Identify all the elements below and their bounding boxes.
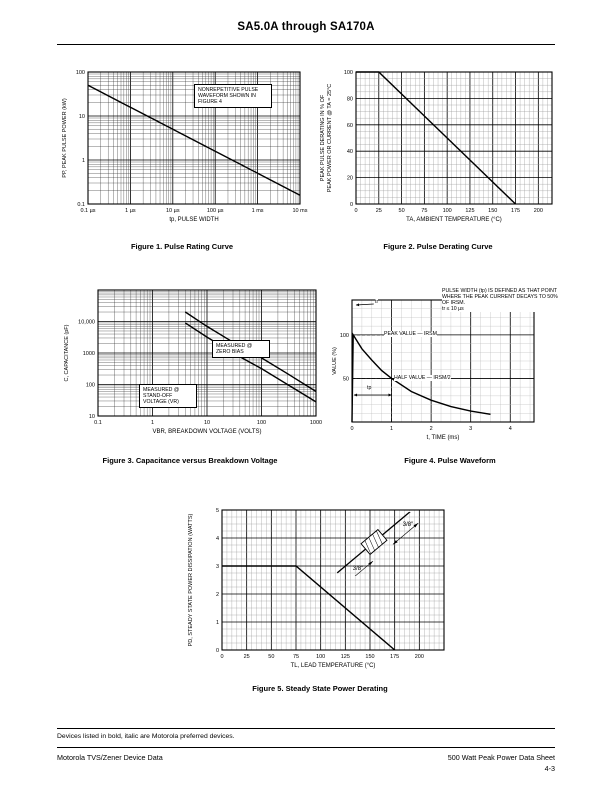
svg-text:50: 50: [398, 208, 405, 214]
svg-text:80: 80: [346, 96, 353, 103]
figure-4-note: [442, 288, 564, 312]
page-number: 4-3: [544, 764, 555, 773]
figure-4-tr-note: tr ≤ 10 µs: [442, 306, 464, 312]
svg-text:10: 10: [203, 420, 211, 426]
figure-1: [56, 64, 308, 260]
svg-text:200: 200: [414, 654, 424, 660]
svg-text:0.1: 0.1: [77, 202, 85, 208]
svg-text:10 µs: 10 µs: [166, 208, 180, 214]
svg-text:40: 40: [346, 149, 353, 156]
svg-text:1 µs: 1 µs: [125, 208, 136, 214]
svg-text:1: 1: [390, 426, 394, 432]
lead-length-label-2: 3/8″: [352, 566, 364, 572]
svg-text:10: 10: [88, 414, 95, 420]
figure-2-caption: Figure 2. Pulse Derating Curve: [383, 242, 493, 251]
svg-text:10: 10: [78, 114, 85, 120]
svg-text:1000: 1000: [82, 351, 95, 357]
svg-text:175: 175: [510, 208, 521, 214]
svg-text:25: 25: [243, 654, 250, 660]
svg-text:PD, STEADY STATE POWER DISSIPA: PD, STEADY STATE POWER DISSIPATION (WATTS): [188, 513, 194, 647]
svg-text:75: 75: [421, 208, 428, 214]
svg-text:C, CAPACITANCE (pF): C, CAPACITANCE (pF): [64, 324, 70, 382]
svg-text:1000: 1000: [309, 420, 323, 426]
svg-text:175: 175: [390, 654, 400, 660]
figure-5: [182, 502, 458, 702]
svg-text:100: 100: [75, 70, 85, 76]
figure-4-caption: Figure 4. Pulse Waveform: [404, 456, 496, 465]
figure-3-zero-bias-box: MEASURED @ ZERO BIAS: [212, 340, 270, 358]
figure-4-tp-label: tp: [367, 385, 372, 391]
svg-text:25: 25: [375, 208, 382, 214]
svg-text:150: 150: [365, 654, 375, 660]
figure-3-caption: Figure 3. Capacitance versus Breakdown Voltage: [102, 456, 278, 465]
footer-rule-bottom: [57, 747, 555, 748]
figure-1-caption: Figure 1. Pulse Rating Curve: [130, 242, 234, 251]
svg-text:TL, LEAD TEMPERATURE (°C): TL, LEAD TEMPERATURE (°C): [290, 663, 376, 669]
figure-2-chart: [316, 64, 560, 234]
svg-text:VALUE (%): VALUE (%): [332, 347, 338, 375]
svg-text:4: 4: [215, 536, 219, 542]
svg-text:1: 1: [215, 620, 219, 626]
footer-left: Motorola TVS/Zener Device Data: [57, 753, 163, 762]
figure-4: [328, 284, 572, 476]
svg-text:3: 3: [469, 426, 473, 432]
svg-text:60: 60: [346, 122, 353, 129]
svg-text:VBR, BREAKDOWN VOLTAGE (VOLTS): VBR, BREAKDOWN VOLTAGE (VOLTS): [152, 429, 262, 435]
svg-text:125: 125: [465, 208, 475, 214]
svg-text:20: 20: [346, 175, 353, 182]
svg-text:tp, PULSE WIDTH: tp, PULSE WIDTH: [169, 217, 219, 223]
svg-text:75: 75: [292, 654, 300, 660]
svg-text:t, TIME (ms): t, TIME (ms): [426, 435, 460, 441]
svg-text:1 ms: 1 ms: [251, 208, 264, 214]
svg-text:100: 100: [339, 332, 349, 339]
header-rule: [57, 44, 555, 45]
svg-text:200: 200: [533, 208, 543, 214]
figure-3-chart: [56, 284, 324, 449]
svg-text:100: 100: [85, 382, 95, 389]
svg-text:0: 0: [350, 426, 354, 432]
svg-text:100: 100: [316, 654, 326, 660]
svg-text:5: 5: [215, 508, 219, 514]
svg-text:4: 4: [508, 426, 512, 432]
figure-5-device-inset: [322, 512, 426, 576]
figure-4-tr-label: tr: [375, 299, 379, 305]
footer-rule-top: [57, 728, 555, 729]
figure-2: [316, 64, 560, 260]
svg-text:100 µs: 100 µs: [206, 208, 224, 214]
svg-text:50: 50: [342, 376, 349, 383]
svg-text:150: 150: [488, 208, 498, 214]
svg-text:2: 2: [429, 426, 433, 432]
figure-3: [56, 284, 324, 476]
device-body: [361, 530, 387, 555]
figure-4-note-text: PULSE WIDTH (tp) IS DEFINED AS THAT POINT WHERE THE PEAK CURRENT DECAYS TO 50% OF IRSM.: [442, 288, 558, 306]
svg-text:PEAK POWER OR CURRENT @ TA = 2: PEAK POWER OR CURRENT @ TA = 25°C: [327, 83, 333, 193]
svg-text:125: 125: [340, 654, 350, 660]
figure-4-peak-label: PEAK VALUE — IRSM: [384, 331, 437, 337]
svg-text:100: 100: [442, 208, 452, 214]
svg-text:0: 0: [349, 202, 353, 208]
svg-text:1: 1: [81, 158, 85, 164]
svg-text:0: 0: [354, 208, 358, 214]
figure-5-caption: Figure 5. Steady State Power Derating: [252, 684, 388, 693]
svg-text:50: 50: [268, 654, 275, 660]
svg-text:PEAK PULSE DERATING IN % OF: PEAK PULSE DERATING IN % OF: [320, 94, 326, 182]
lead-length-label-1: 3/8″: [402, 522, 414, 528]
svg-text:3: 3: [215, 564, 219, 570]
figure-4-half-label: HALF VALUE — IRSM/2: [394, 375, 451, 381]
svg-text:TA, AMBIENT TEMPERATURE (°C): TA, AMBIENT TEMPERATURE (°C): [406, 217, 502, 223]
page-title: SA5.0A through SA170A: [237, 21, 375, 33]
svg-text:10 ms: 10 ms: [292, 208, 308, 214]
svg-text:0.1 µs: 0.1 µs: [80, 208, 96, 214]
figure-3-standoff-box: MEASURED @ STAND-OFF VOLTAGE (VR): [139, 384, 197, 408]
figure-1-annotation-box: NONREPETITIVE PULSE WAVEFORM SHOWN IN FIGURE 4: [194, 84, 272, 108]
svg-text:1: 1: [150, 420, 155, 426]
svg-text:PP, PEAK PULSE POWER (kW): PP, PEAK PULSE POWER (kW): [62, 98, 68, 178]
svg-text:10,000: 10,000: [78, 319, 95, 326]
svg-text:100: 100: [256, 420, 267, 426]
svg-text:2: 2: [215, 592, 219, 598]
svg-text:0: 0: [215, 648, 219, 654]
svg-text:0: 0: [220, 654, 224, 660]
svg-text:0.1: 0.1: [94, 420, 102, 426]
footer-right: 500 Watt Peak Power Data Sheet: [447, 753, 555, 762]
svg-text:100: 100: [343, 70, 353, 76]
footer-note: Devices listed in bold, italic are Motorola preferred devices.: [57, 733, 235, 740]
